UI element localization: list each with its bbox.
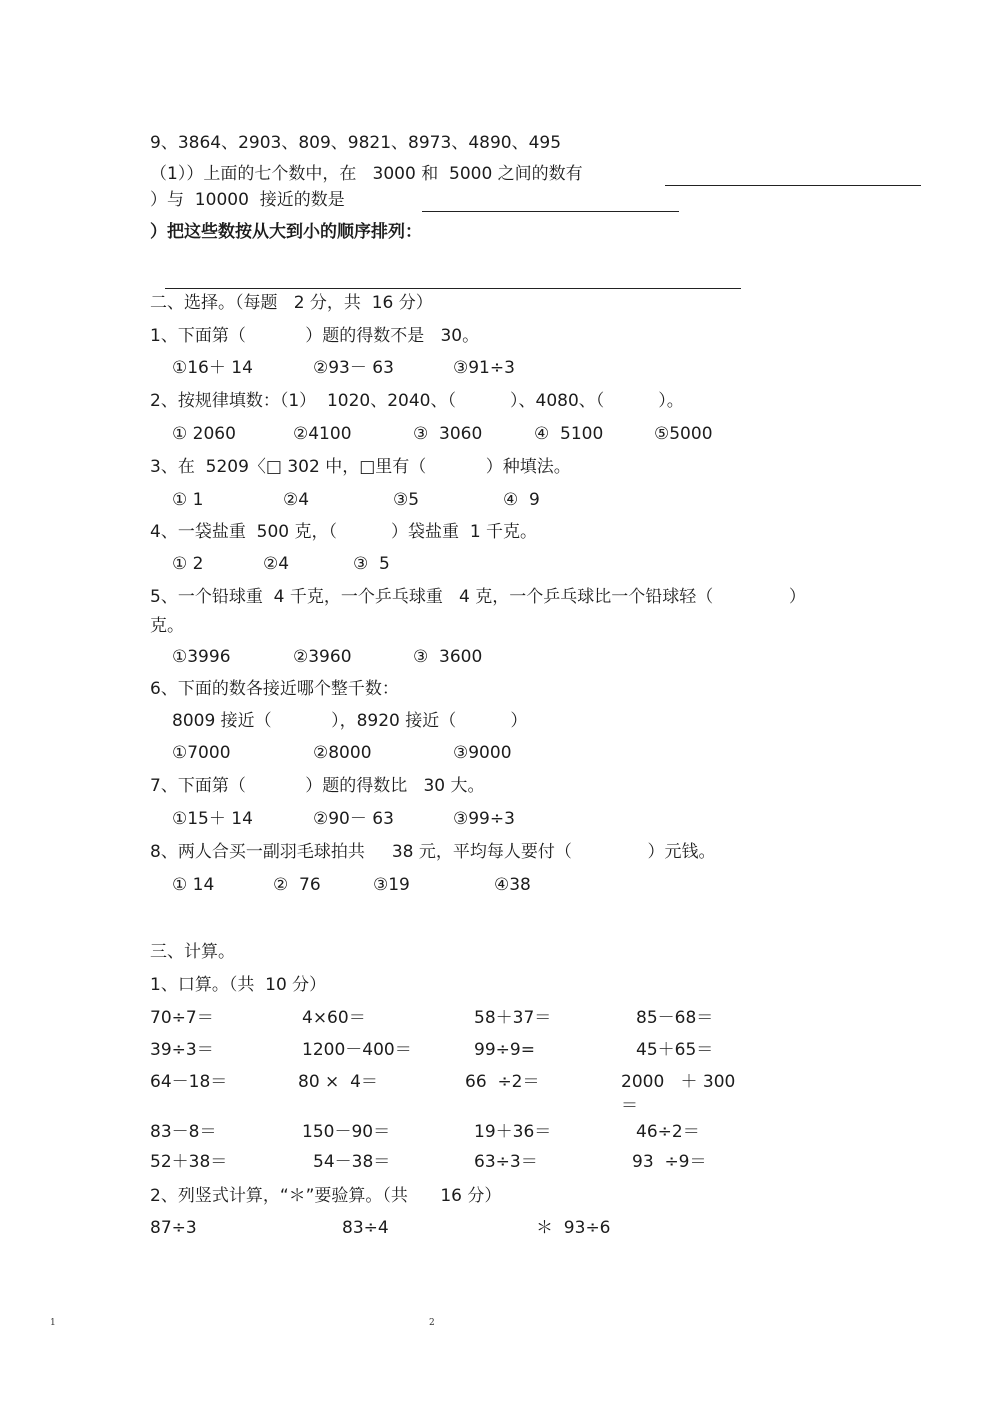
q6-stem: 6、下面的数各接近哪个整千数： (150, 679, 399, 699)
q5-stem: 5、一个铅球重 4 千克，一个乒乓球重 4 克，一个乒乓球比一个铅球轻（ ） (150, 587, 806, 607)
oral-item: 1200－400＝ (302, 1040, 412, 1060)
page-number-right: 2 (429, 1318, 435, 1328)
q7-option[interactable]: ③99÷3 (453, 809, 515, 829)
q8-option[interactable]: ① 14 (172, 875, 215, 895)
q8-option[interactable]: ④38 (494, 875, 531, 895)
q9-part1: （1））上面的七个数中，在 3000 和 5000 之间的数有 (150, 164, 583, 184)
q9-answer-line-2[interactable] (422, 211, 679, 212)
q2-stem: 2、按规律填数：（1） 1020、2040、（ ）、4080、（ ）。 (150, 391, 684, 411)
q4-option[interactable]: ②4 (263, 554, 290, 574)
q4-option[interactable]: ① 2 (172, 554, 204, 574)
oral-item: 39÷3＝ (150, 1040, 214, 1060)
q6-sub: 8009 接近（ ），8920 接近（ ） (172, 711, 528, 731)
q2-option[interactable]: ③ 3060 (413, 424, 483, 444)
q9-answer-line-3[interactable] (165, 288, 741, 289)
oral-item: 45＋65＝ (636, 1040, 714, 1060)
q4-option[interactable]: ③ 5 (353, 554, 390, 574)
oral-item: 93 ÷9＝ (632, 1152, 707, 1172)
q9-answer-line-1[interactable] (665, 185, 921, 186)
oral-item: 83－8＝ (150, 1122, 217, 1142)
q5-option[interactable]: ②3960 (293, 647, 352, 667)
q8-stem: 8、两人合买一副羽毛球拍共 38 元，平均每人要付（ ）元钱。 (150, 842, 716, 862)
q5-option[interactable]: ③ 3600 (413, 647, 483, 667)
q3-option[interactable]: ① 1 (172, 490, 204, 510)
q3-option[interactable]: ④ 9 (503, 490, 540, 510)
oral-item: 4×60＝ (302, 1008, 366, 1028)
q4-stem: 4、一袋盐重 500 克，（ ）袋盐重 1 千克。 (150, 522, 538, 542)
q5-option[interactable]: ①3996 (172, 647, 231, 667)
vertical-item: ＊ 93÷6 (536, 1218, 611, 1238)
q2-option[interactable]: ④ 5100 (534, 424, 604, 444)
q7-option[interactable]: ②90－ 63 (313, 809, 394, 829)
oral-item: 19＋36＝ (474, 1122, 552, 1142)
q8-option[interactable]: ③19 (373, 875, 410, 895)
oral-item: 2000 ＋ 300 (621, 1072, 736, 1092)
oral-item: 64－18＝ (150, 1072, 228, 1092)
q6-option[interactable]: ①7000 (172, 743, 231, 763)
vertical-item: 87÷3 (150, 1218, 197, 1238)
q7-option[interactable]: ①15＋ 14 (172, 809, 253, 829)
oral-item: 58＋37＝ (474, 1008, 552, 1028)
q9-header: 9、3864、2903、809、9821、8973、4890、495 (150, 133, 562, 153)
q2-option[interactable]: ⑤5000 (654, 424, 713, 444)
q1-option[interactable]: ③91÷3 (453, 358, 515, 378)
q6-option[interactable]: ③9000 (453, 743, 512, 763)
q2-option[interactable]: ① 2060 (172, 424, 236, 444)
oral-item: 85－68＝ (636, 1008, 714, 1028)
q1-option[interactable]: ②93－ 63 (313, 358, 394, 378)
oral-item: 46÷2＝ (636, 1122, 700, 1142)
oral-item: 52＋38＝ (150, 1152, 228, 1172)
oral-item-wrap: ＝ (621, 1096, 638, 1116)
q3-option[interactable]: ②4 (283, 490, 310, 510)
oral-item: 70÷7＝ (150, 1008, 214, 1028)
q1-option[interactable]: ①16＋ 14 (172, 358, 253, 378)
q7-stem: 7、下面第（ ）题的得数比 30 大。 (150, 776, 485, 796)
q3-option[interactable]: ③5 (393, 490, 420, 510)
oral-title: 1、口算。（共 10 分） (150, 975, 327, 995)
oral-item: 99÷9= (474, 1040, 535, 1060)
q8-option[interactable]: ② 76 (273, 875, 321, 895)
q9-part3: ）把这些数按从大到小的顺序排列： (150, 222, 422, 242)
q1-stem: 1、下面第（ ）题的得数不是 30。 (150, 326, 480, 346)
page-number-left: 1 (50, 1318, 56, 1328)
q6-option[interactable]: ②8000 (313, 743, 372, 763)
oral-item: 66 ÷2＝ (465, 1072, 540, 1092)
q9-part2: ）与 10000 接近的数是 (150, 190, 345, 210)
section2-title: 二、选择。（每题 2 分，共 16 分） (150, 293, 433, 313)
q2-option[interactable]: ②4100 (293, 424, 352, 444)
oral-item: 54－38＝ (313, 1152, 391, 1172)
oral-item: 150－90＝ (302, 1122, 391, 1142)
section3-title: 三、计算。 (150, 942, 235, 962)
oral-item: 80 × 4＝ (298, 1072, 378, 1092)
q3-stem: 3、在 5209〈□ 302 中，□里有（ ）种填法。 (150, 457, 571, 477)
vertical-title: 2、列竖式计算，“＊”要验算。（共 16 分） (150, 1186, 502, 1206)
q5-stem-wrap: 克。 (150, 616, 184, 636)
vertical-item: 83÷4 (342, 1218, 389, 1238)
oral-item: 63÷3＝ (474, 1152, 538, 1172)
